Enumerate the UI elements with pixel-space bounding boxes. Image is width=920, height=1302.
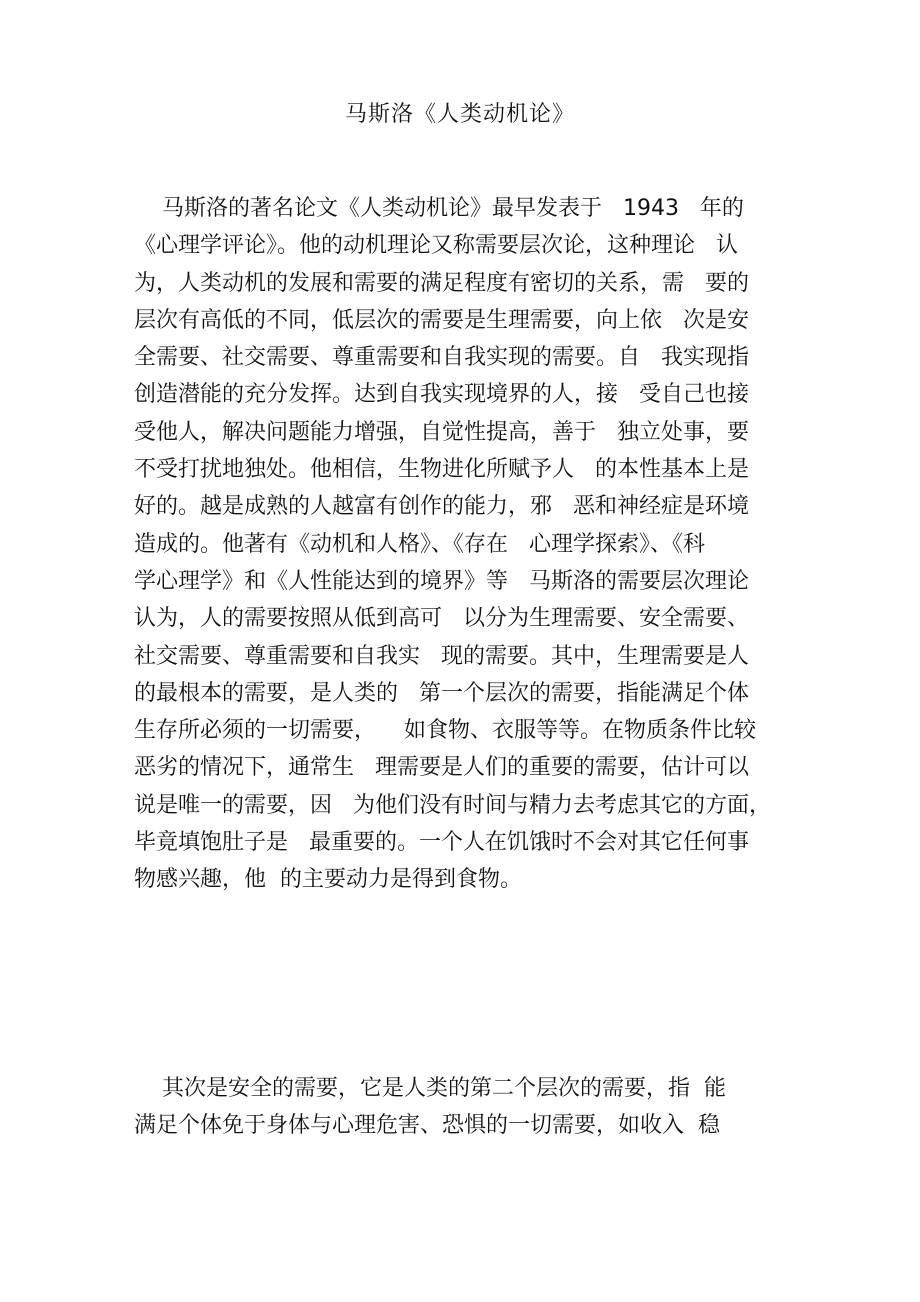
text-line: 马斯洛的著名论文《人类动机论》最早发表于 1943 年的 bbox=[134, 196, 744, 221]
document-title: 马斯洛《人类动机论》 bbox=[344, 102, 575, 127]
text-line: 生存所必须的一切需要， 如食物、衣服等等。在物质条件比较 bbox=[134, 718, 756, 744]
text-line: 造成的。他著有《动机和人格》、《存在 心理学探索》、《科 bbox=[134, 531, 705, 557]
paragraph-1 bbox=[134, 190, 814, 899]
paragraph-2 bbox=[134, 1070, 814, 1145]
text-line: 说是唯一的需要，因 为他们没有时间与精力去考虑其它的方面， bbox=[134, 792, 771, 818]
text-line: 的最根本的需要，是人类的 第一个层次的需要，指能满足个体 bbox=[134, 680, 749, 706]
text-line: 层次有高低的不同，低层次的需要是生理需要，向上依 次是安 bbox=[134, 307, 749, 333]
text-line: 满足个体免于身体与心理危害、恐惧的一切需要，如收入 稳 bbox=[134, 1113, 720, 1139]
text-line: 创造潜能的充分发挥。达到自我实现境界的人，接 受自己也接 bbox=[134, 382, 749, 408]
text-line: 全需要、社交需要、尊重需要和自我实现的需要。自 我实现指 bbox=[134, 345, 749, 371]
text-line: 认为，人的需要按照从低到高可 以分为生理需要、安全需要、 bbox=[134, 606, 749, 632]
text-line: 好的。越是成熟的人越富有创作的能力，邪 恶和神经症是环境 bbox=[134, 494, 749, 520]
text-line: 社交需要、尊重需要和自我实 现的需要。其中，生理需要是人 bbox=[134, 643, 749, 669]
text-line: 物感兴趣，他 的主要动力是得到食物。 bbox=[134, 867, 522, 893]
text-line: 恶劣的情况下，通常生 理需要是人们的重要的需要，估计可以 bbox=[134, 755, 749, 781]
text-line: 毕竟填饱肚子是 最重要的。一个人在饥饿时不会对其它任何事 bbox=[134, 830, 749, 856]
text-line: 受他人，解决问题能力增强，自觉性提高，善于 独立处事，要 bbox=[134, 419, 749, 445]
text-line: 其次是安全的需要，它是人类的第二个层次的需要，指 能 bbox=[134, 1076, 726, 1101]
text-line: 不受打扰地独处。他相信，生物进化所赋予人 的本性基本上是 bbox=[134, 457, 749, 483]
text-line: 《心理学评论》。他的动机理论又称需要层次论，这种理论 认 bbox=[134, 233, 738, 259]
text-line: 为，人类动机的发展和需要的满足程度有密切的关系，需 要的 bbox=[134, 270, 749, 296]
text-line: 学心理学》和《人性能达到的境界》等 马斯洛的需要层次理论 bbox=[134, 568, 749, 594]
